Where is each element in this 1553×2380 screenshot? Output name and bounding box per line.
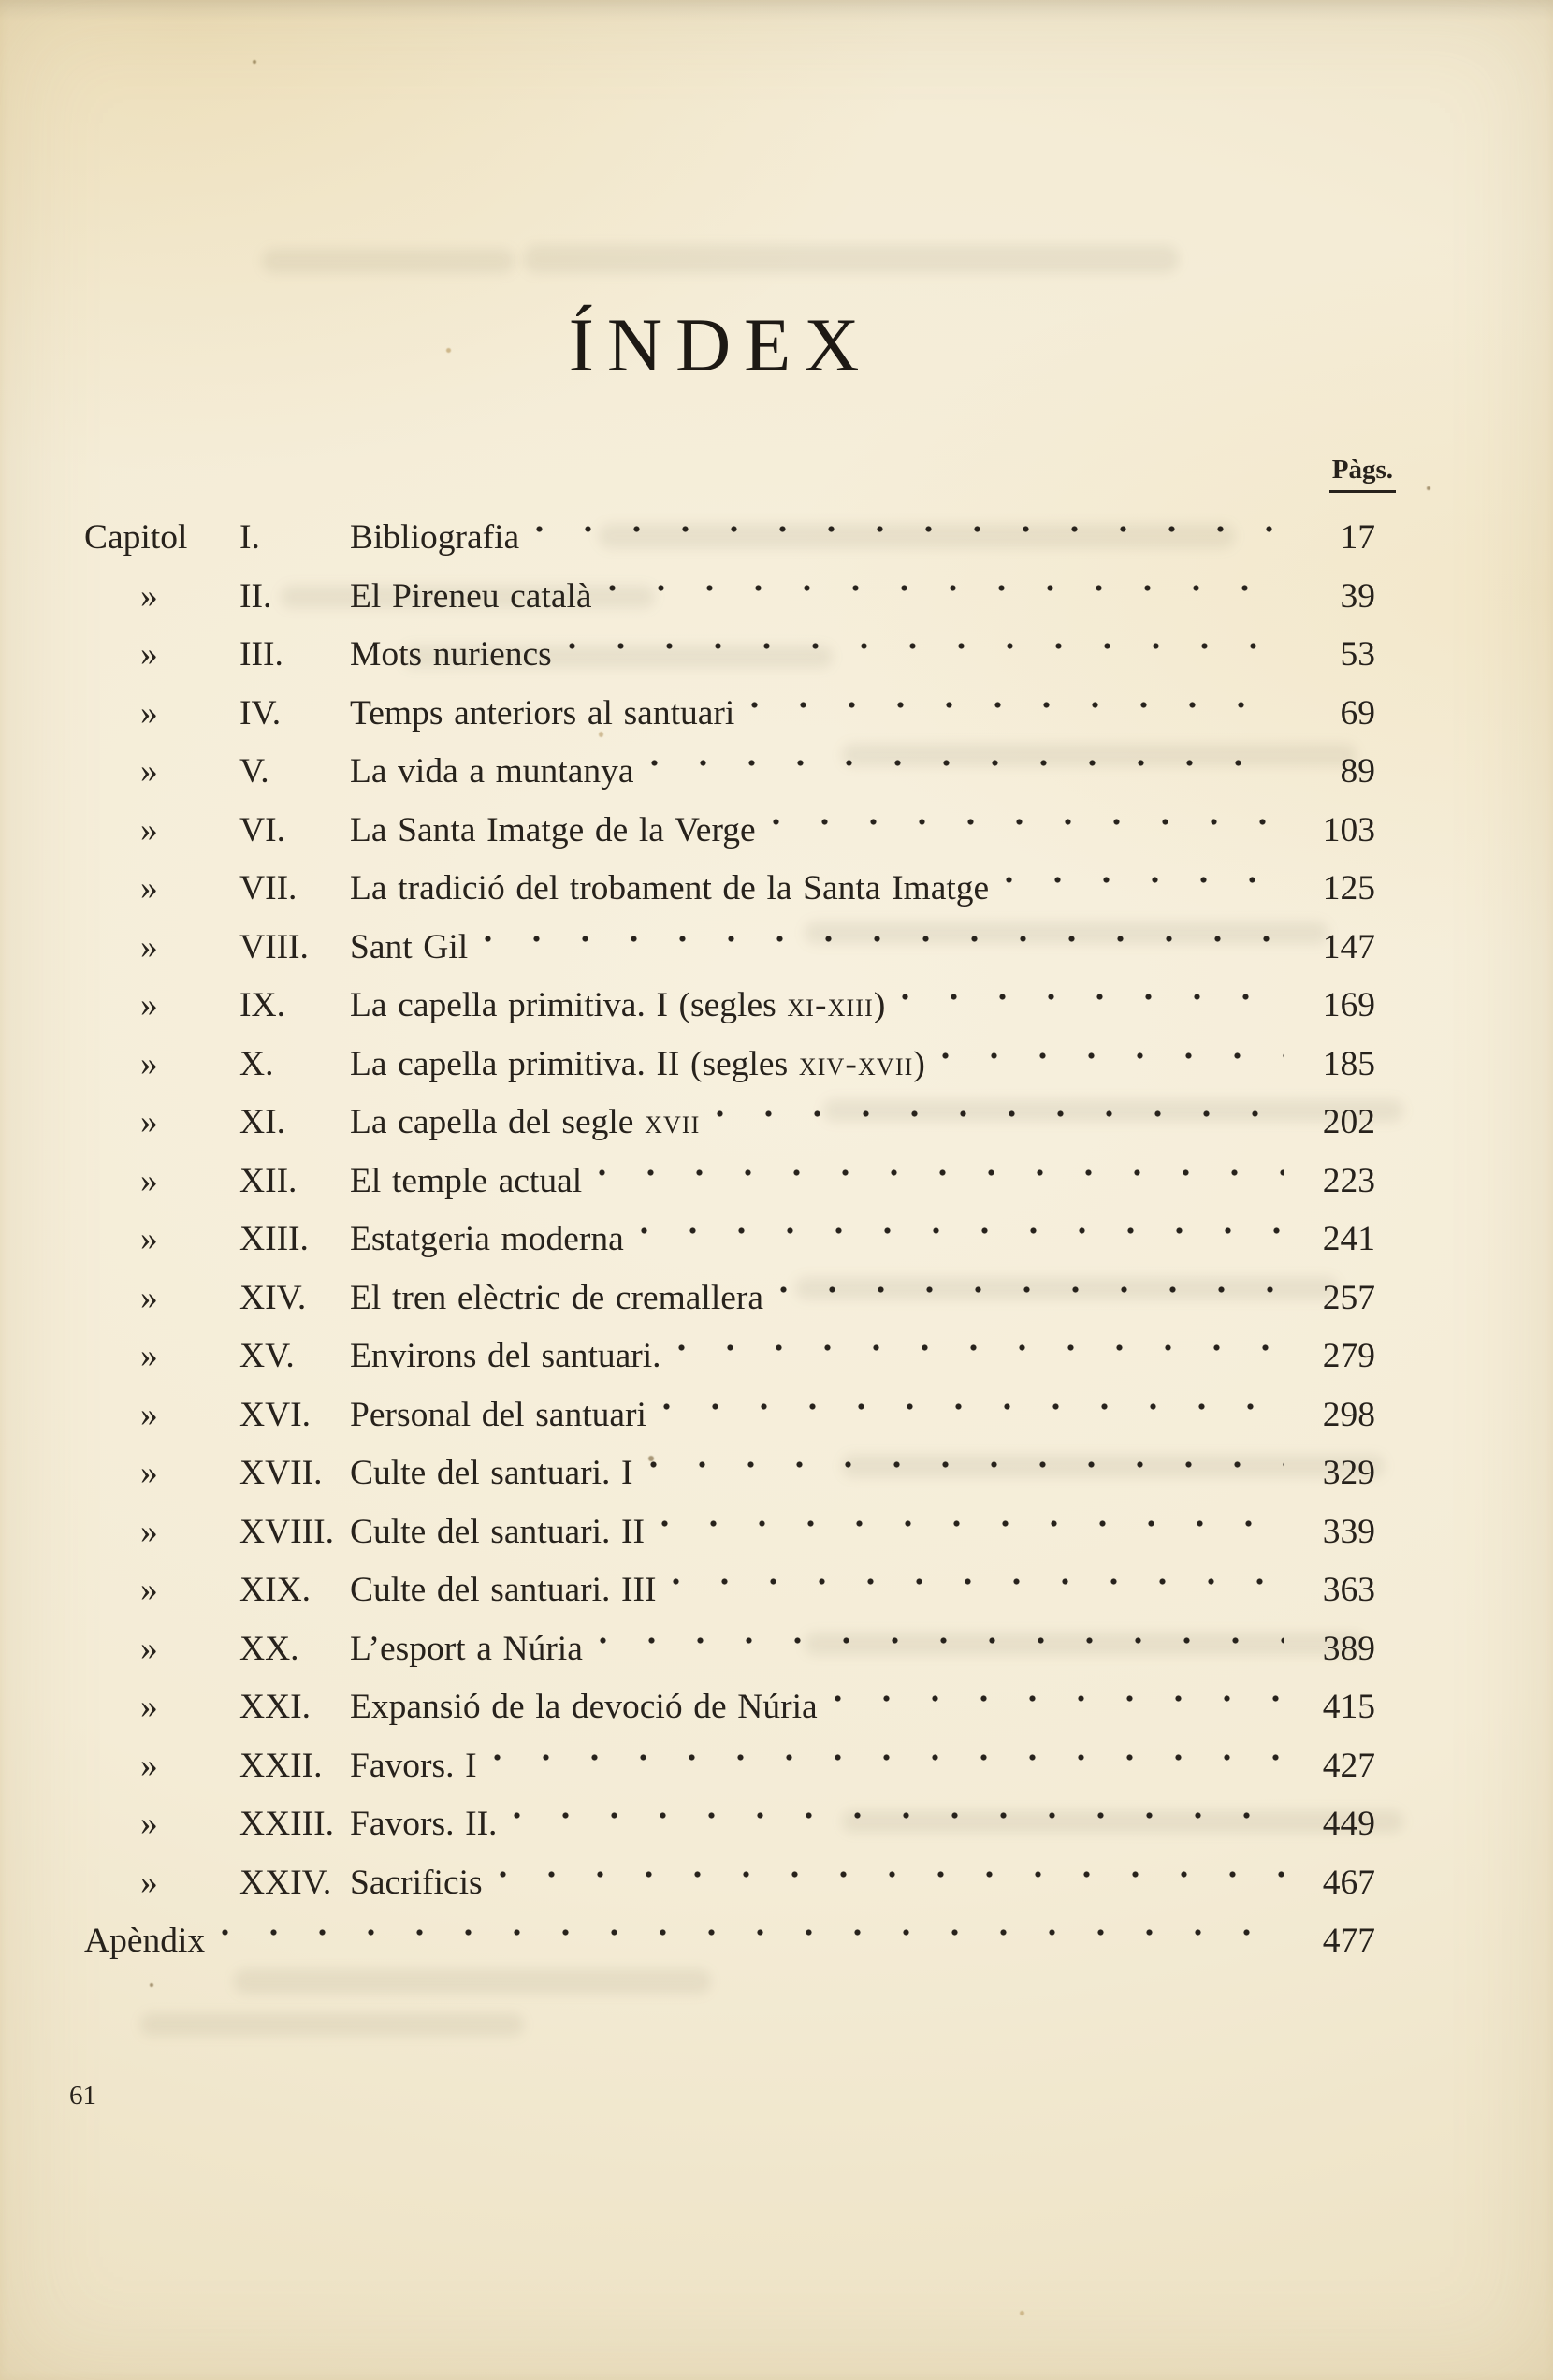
chapter-numeral: X. [239,1044,274,1083]
index-entry-row [84,1561,1375,1620]
entry-title: El tren elèctric de cremallera [350,1278,764,1317]
entry-title: La capella primitiva. II (segles xiv-xvii) [350,1044,925,1083]
chapter-label: » [140,1454,158,1492]
entry-page-number: 241 [1322,1220,1375,1258]
chapter-label: » [140,1337,158,1375]
entry-page-number: 477 [1322,1922,1375,1960]
chapter-numeral: IX. [239,986,285,1024]
index-entry-row [84,1854,1375,1913]
entry-title: La capella primitiva. I (segles xi-xiii) [350,986,886,1024]
chapter-numeral: III. [239,635,283,674]
page-title: ÍNDEX [568,302,873,387]
entry-title: Culte del santuari. III [350,1571,657,1609]
index-entry-row [84,919,1375,978]
chapter-label: » [140,1220,158,1258]
index-entry-row [84,1328,1375,1386]
index-entry-row [84,1503,1375,1562]
chapter-numeral: XI. [239,1103,285,1141]
chapter-numeral: II. [239,576,272,616]
chapter-numeral: XVI. [239,1395,312,1434]
entry-title: Sant Gil [350,927,469,966]
chapter-numeral: VI. [239,810,285,849]
entry-page-number: 389 [1322,1629,1375,1668]
entry-title: Personal del santuari [350,1395,646,1434]
chapter-numeral: IV. [239,693,282,733]
entry-page-number: 53 [1340,635,1375,674]
entry-title: Favors. I [350,1746,477,1785]
folio-page-number: 61 [69,2081,96,2111]
entry-title: La tradició del trobament de la Santa Imatge [350,869,990,907]
paper-speck [253,60,256,64]
chapter-label: » [140,810,158,849]
entry-page-number: 69 [1340,693,1375,733]
entry-title: L’esport a Núria [350,1629,583,1668]
chapter-label: » [140,1512,158,1551]
chapter-label: » [140,1278,158,1317]
chapter-label: » [140,927,158,966]
chapter-numeral: XXI. [239,1688,312,1726]
index-entry-row [84,1386,1375,1445]
chapter-label: » [140,635,158,674]
index-entry-row [84,802,1375,861]
entry-title: La capella del segle xvii [350,1103,701,1141]
index-entry-row [84,977,1375,1036]
index-entry-row [84,1620,1375,1679]
chapter-label: » [140,1863,158,1902]
chapter-label: » [140,1629,158,1668]
index-entry-row [84,1795,1375,1854]
index-entry-row [84,1678,1375,1737]
index-entry-row [84,509,1375,568]
chapter-label: » [140,1161,158,1200]
entry-page-number: 103 [1322,810,1375,849]
index-entry-row [84,1211,1375,1270]
show-through-smudge [234,1969,711,1994]
entry-page-number: 147 [1322,927,1375,966]
chapter-label: » [140,1746,158,1785]
index-entry-row [84,626,1375,685]
index-list [84,509,1375,1971]
entry-title: La vida a muntanya [350,752,634,791]
entry-page-number: 449 [1322,1805,1375,1843]
index-entry-row [84,1094,1375,1153]
entry-title: Culte del santuari. II [350,1512,645,1551]
entry-page-number: 89 [1340,752,1375,791]
entry-title: El Pireneu català [350,576,592,616]
entry-page-number: 202 [1322,1103,1375,1141]
entry-title: El temple actual [350,1161,583,1200]
chapter-numeral: XXIII. [239,1805,335,1843]
index-entry-row [84,1912,1375,1971]
chapter-numeral: XIII. [239,1220,309,1258]
paper-speck [1427,486,1430,490]
chapter-numeral: XXII. [239,1746,323,1785]
chapter-numeral: V. [239,752,269,791]
index-entry-row [84,1036,1375,1095]
entry-page-number: 329 [1322,1454,1375,1492]
chapter-label: » [140,1688,158,1726]
chapter-numeral: XIV. [239,1278,307,1317]
entry-title: Culte del santuari. I [350,1454,633,1492]
entry-page-number: 415 [1322,1688,1375,1726]
chapter-label: Capitol [84,518,188,557]
chapter-label: » [140,1044,158,1083]
paper-speck [1020,2311,1024,2315]
index-entry-row [84,1270,1375,1328]
entry-page-number: 298 [1322,1395,1375,1434]
show-through-smudge [524,245,1179,273]
entry-title: Favors. II. [350,1805,498,1843]
entry-page-number: 467 [1322,1863,1375,1902]
show-through-smudge [262,249,515,273]
paper-speck [150,1983,153,1987]
chapter-numeral: XX. [239,1629,299,1668]
show-through-smudge [140,2013,524,2036]
entry-page-number: 339 [1322,1512,1375,1551]
chapter-label: » [140,752,158,791]
chapter-numeral: XVII. [239,1454,323,1492]
entry-title: Mots nuriencs [350,635,552,674]
entry-page-number: 185 [1322,1044,1375,1083]
index-entry-row [84,1737,1375,1796]
entry-title: Environs del santuari. [350,1337,661,1375]
entry-title: La Santa Imatge de la Verge [350,810,756,849]
entry-page-number: 223 [1322,1161,1375,1200]
entry-title: Sacrificis [350,1863,483,1902]
chapter-label: » [140,1395,158,1434]
entry-page-number: 279 [1322,1337,1375,1375]
chapter-label: » [140,869,158,907]
chapter-label: » [140,693,158,733]
chapter-numeral: VIII. [239,927,309,966]
chapter-numeral: I. [239,518,260,557]
index-entry-row [84,685,1375,744]
chapter-label: » [140,1805,158,1843]
entry-page-number: 169 [1322,986,1375,1024]
entry-title: Temps anteriors al santuari [350,693,735,733]
entry-page-number: 17 [1340,518,1375,557]
chapter-numeral: XXIV. [239,1863,332,1902]
entry-title: Estatgeria moderna [350,1220,624,1258]
entry-page-number: 125 [1322,869,1375,907]
pages-column-header: Pàgs. [1329,455,1396,493]
chapter-label: » [140,986,158,1024]
entry-page-number: 39 [1340,576,1375,616]
index-entry-row [84,1153,1375,1212]
chapter-numeral: XV. [239,1337,295,1375]
chapter-numeral: XIX. [239,1571,312,1609]
index-entry-row [84,568,1375,627]
entry-title: Expansió de la devoció de Núria [350,1688,818,1726]
chapter-numeral: XVIII. [239,1512,335,1551]
index-entry-row [84,1444,1375,1503]
entry-page-number: 363 [1322,1571,1375,1609]
chapter-label: » [140,576,158,616]
index-entry-row [84,743,1375,802]
chapter-label: » [140,1103,158,1141]
entry-title: Bibliografia [350,518,520,557]
chapter-numeral: VII. [239,869,298,907]
entry-title: Apèndix [84,1922,206,1960]
entry-page-number: 257 [1322,1278,1375,1317]
chapter-label: » [140,1571,158,1609]
index-entry-row [84,860,1375,919]
chapter-numeral: XII. [239,1161,298,1200]
entry-page-number: 427 [1322,1746,1375,1785]
